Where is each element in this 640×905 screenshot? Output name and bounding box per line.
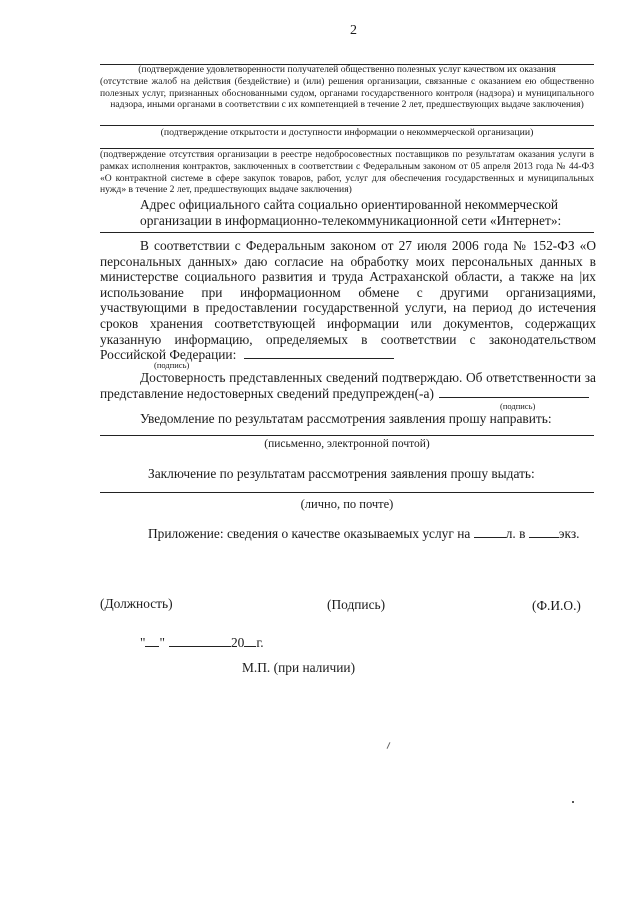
date-close-quote: " — [159, 635, 165, 650]
pages-field[interactable] — [474, 526, 506, 538]
caption-line: (подтверждение отсутствия организации в реестре недобросовестных поставщиков по результатам оказания услуги в — [100, 149, 594, 160]
notification-caption: (письменно, электронной почтой) — [264, 438, 430, 450]
caption-line: полезных услуг, признанных обоснованными судом, органами государственного контроля (надзора) и муниципального — [100, 87, 594, 99]
consent-line: В соответствии с Федеральным законом от 27 июля 2006 года № 152-ФЗ «О — [140, 238, 596, 253]
scan-mark — [387, 742, 391, 749]
consent-line: персональных данных» даю согласие на обработку моих персональных данных в — [100, 253, 596, 269]
reliability-line: представление недостоверных сведений предупрежден(-а) — [100, 385, 434, 401]
caption-line: нужд» в течение 2 лет, предшествующих выдаче заключения) — [100, 184, 352, 196]
attachment-prefix: Приложение: сведения о качестве оказываемых услуг на — [148, 526, 471, 541]
date-line — [140, 635, 264, 651]
caption-line: (подтверждение удовлетворенности получателей общественно полезных услуг качеством их оказания — [138, 64, 556, 75]
year-field[interactable] — [244, 635, 256, 647]
reliability-text — [100, 370, 596, 401]
copies-field[interactable] — [529, 526, 559, 538]
consent-line: указанную информацию, определяемых в соответствии с законодательством — [100, 331, 596, 347]
consent-line: участвующими в предоставлении государственной услуги, на период до истечения — [100, 300, 596, 316]
caption-line: (отсутствие жалоб на действия (бездействие) и (или) решения организации, связанные с оказанием ею общественно — [100, 75, 594, 87]
consent-text — [100, 238, 596, 363]
blank-line — [100, 125, 594, 126]
caption-line: рамках исполнения контрактов, заключенных в соответствии с Федеральным законом от 05 апреля 2013 года № 44-ФЗ — [100, 160, 594, 172]
notification-field[interactable] — [100, 435, 594, 436]
consent-signature-field[interactable] — [244, 347, 394, 359]
month-field[interactable] — [169, 635, 231, 647]
position-caption: (Должность) — [100, 596, 173, 611]
reliability-signature-field[interactable] — [439, 386, 589, 398]
consent-line: использование при информационном обмене с другими организациями, — [100, 284, 596, 300]
attachment-mid: л. в — [505, 526, 526, 541]
stamp-caption: М.П. (при наличии) — [242, 660, 356, 675]
attachment-line — [148, 526, 579, 542]
day-field[interactable] — [145, 635, 159, 647]
scan-mark — [572, 801, 574, 803]
year-suffix: г. — [256, 635, 264, 650]
reliability-signature-caption: (подпись) — [500, 401, 536, 411]
signature-caption: (Подпись) — [327, 597, 386, 612]
caption-line: «О контрактной системе в сфере закупок товаров, работ, услуг для обеспечения государственных и муниципальных — [100, 172, 594, 184]
website-label — [100, 197, 594, 228]
attachment-suffix: экз. — [558, 526, 580, 541]
conclusion-label: Заключение по результатам рассмотрения заявления прошу выдать: — [148, 466, 535, 481]
consent-signature-caption: (подпись) — [154, 360, 190, 370]
website-line: организации в информационно-телекоммуникационной сети «Интернет»: — [140, 212, 562, 228]
page-number: 2 — [350, 23, 357, 38]
name-caption: (Ф.И.О.) — [532, 598, 581, 613]
notification-label: Уведомление по результатам рассмотрения заявления прошу направить: — [140, 411, 552, 426]
consent-last-line: Российской Федерации: — [100, 347, 237, 363]
consent-line: министерстве социального развития и труда Астраханской области, а также на |их — [100, 269, 596, 285]
reliability-line: Достоверность представленных сведений подтверждаю. Об ответственности за — [140, 370, 596, 385]
conclusion-caption: (лично, по почте) — [300, 497, 394, 511]
date-open-quote: " — [140, 635, 146, 650]
registry-caption — [100, 149, 594, 196]
caption-line: надзора, иными органами в соответствии с их компетенцией в течение 2 лет, предшествующих выдаче заключения) — [110, 99, 584, 111]
openness-caption: (подтверждение открытости и доступности информации о некоммерческой организации) — [160, 127, 534, 138]
website-field[interactable] — [100, 232, 594, 233]
conclusion-field[interactable] — [100, 492, 594, 493]
consent-line: сроков хранения соответствующей информации или документов, содержащих — [100, 315, 596, 331]
website-line: Адрес официального сайта социально ориентированной некоммерческой — [140, 197, 559, 212]
satisfaction-caption — [100, 64, 594, 111]
year-prefix: 20 — [230, 635, 245, 650]
